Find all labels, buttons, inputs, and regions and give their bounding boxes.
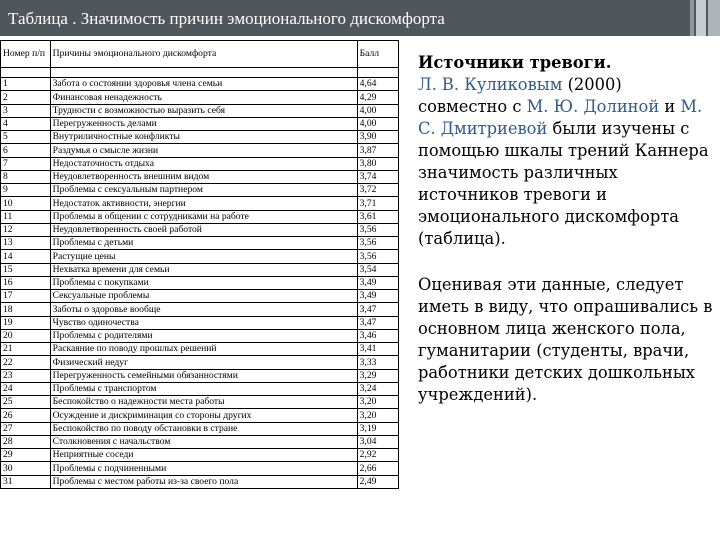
- row-score: 3,33: [357, 356, 398, 369]
- row-cause: Осуждение и дискриминация со стороны других: [50, 409, 357, 422]
- row-number: 1: [1, 78, 51, 91]
- title-decoration: [696, 0, 706, 36]
- table-row: [1, 263, 399, 276]
- row-cause: Неприятные соседи: [50, 449, 357, 462]
- author-kulikov: Л. В. Куликовым: [418, 75, 563, 94]
- row-number: 5: [1, 131, 51, 144]
- text-fragment: (2000) совместно с: [418, 75, 622, 116]
- row-cause: Растущие цены: [50, 250, 357, 263]
- table-row: [1, 223, 399, 236]
- table-row: [1, 237, 399, 250]
- row-score: 3,54: [357, 263, 398, 276]
- table-row: [1, 329, 399, 342]
- author-dmitrieva: М. С. Дмитриевой: [418, 97, 703, 138]
- row-score: 3,41: [357, 343, 398, 356]
- row-cause: Беспокойство по поводу обстановки в стране: [50, 422, 357, 435]
- row-cause: Проблемы с сексуальным партнером: [50, 184, 357, 197]
- table-row: [1, 170, 399, 183]
- row-cause: Раскаяние по поводу прошлых решений: [50, 343, 357, 356]
- row-number: 14: [1, 250, 51, 263]
- row-score: 3,49: [357, 276, 398, 289]
- row-number: 7: [1, 157, 51, 170]
- table-spacer-row: [1, 68, 399, 78]
- row-number: 27: [1, 422, 51, 435]
- header-cause: Причины эмоционального дискомфорта: [50, 41, 357, 68]
- row-number: 23: [1, 369, 51, 382]
- row-cause: Столкновения с начальством: [50, 435, 357, 448]
- table-row: [1, 303, 399, 316]
- row-number: 17: [1, 290, 51, 303]
- row-score: 3,61: [357, 210, 398, 223]
- row-cause: Проблемы с подчиненными: [50, 462, 357, 475]
- row-cause: Проблемы с местом работы из-за своего пола: [50, 475, 357, 488]
- row-cause: Проблемы с транспортом: [50, 382, 357, 395]
- row-score: 3,29: [357, 369, 398, 382]
- row-number: 15: [1, 263, 51, 276]
- header-score: Балл: [357, 41, 398, 68]
- table-body: [1, 78, 399, 489]
- row-score: 3,71: [357, 197, 398, 210]
- text-fragment: были изучены с помощью шкалы трений Каннера значимость различных источников тревоги и эмоционального дискомфорта (таблица).: [418, 119, 709, 248]
- row-number: 20: [1, 329, 51, 342]
- paragraph-sources: [418, 52, 714, 250]
- row-score: 4,00: [357, 117, 398, 130]
- table-row: [1, 131, 399, 144]
- slide-title: Таблица . Значимость причин эмоционального дискомфорта: [8, 9, 445, 28]
- row-cause: Раздумья о смысле жизни: [50, 144, 357, 157]
- row-cause: Недостаточность отдыха: [50, 157, 357, 170]
- paragraph-note: Оценивая эти данные, следует иметь в виду, что опрашивались в основном лица женского пола, гуманитарии (студенты, врачи, работники детских дошкольных учреждений).: [418, 275, 713, 404]
- row-cause: Беспокойство о надежности места работы: [50, 396, 357, 409]
- table-row: [1, 356, 399, 369]
- sources-heading: Источники тревоги.: [418, 53, 612, 72]
- row-number: 18: [1, 303, 51, 316]
- table-row: [1, 449, 399, 462]
- text-fragment: и: [659, 97, 681, 116]
- row-number: 2: [1, 91, 51, 104]
- row-cause: Проблемы с детьми: [50, 237, 357, 250]
- row-number: 22: [1, 356, 51, 369]
- row-score: 3,47: [357, 316, 398, 329]
- row-number: 29: [1, 449, 51, 462]
- row-cause: Недостаток активности, энергии: [50, 197, 357, 210]
- row-score: 3,80: [357, 157, 398, 170]
- row-number: 16: [1, 276, 51, 289]
- author-dolina: М. Ю. Долиной: [526, 97, 660, 116]
- table-row: [1, 290, 399, 303]
- row-score: 3,47: [357, 303, 398, 316]
- row-cause: Физический недуг: [50, 356, 357, 369]
- row-number: 19: [1, 316, 51, 329]
- row-cause: Чувство одиночества: [50, 316, 357, 329]
- table-row: [1, 409, 399, 422]
- table-row: [1, 316, 399, 329]
- row-cause: Перегруженность семейными обязанностями: [50, 369, 357, 382]
- row-score: 2,49: [357, 475, 398, 488]
- table-row: [1, 157, 399, 170]
- row-score: 3,20: [357, 409, 398, 422]
- table-row: [1, 435, 399, 448]
- row-cause: Перегруженность делами: [50, 117, 357, 130]
- table-row: [1, 117, 399, 130]
- row-number: 13: [1, 237, 51, 250]
- table-row: [1, 382, 399, 395]
- table-row: [1, 396, 399, 409]
- row-number: 26: [1, 409, 51, 422]
- row-score: 3,49: [357, 290, 398, 303]
- table-row: [1, 250, 399, 263]
- table-row: [1, 184, 399, 197]
- row-number: 11: [1, 210, 51, 223]
- row-cause: Проблемы с покупками: [50, 276, 357, 289]
- title-decoration: [690, 0, 694, 36]
- row-score: 4,00: [357, 104, 398, 117]
- row-number: 6: [1, 144, 51, 157]
- row-cause: Нехватка времени для семьи: [50, 263, 357, 276]
- table-row: [1, 276, 399, 289]
- table-header-row: [1, 41, 399, 68]
- table-row: [1, 144, 399, 157]
- header-number: Номер п/п: [1, 41, 51, 68]
- table-row: [1, 91, 399, 104]
- anxiety-causes-table: [0, 40, 399, 489]
- slide-title-bar: [0, 0, 720, 36]
- row-number: 3: [1, 104, 51, 117]
- table-row: [1, 343, 399, 356]
- row-number: 4: [1, 117, 51, 130]
- row-score: 4,29: [357, 91, 398, 104]
- table-row: [1, 197, 399, 210]
- row-score: 2,92: [357, 449, 398, 462]
- table-row: [1, 422, 399, 435]
- table-row: [1, 78, 399, 91]
- row-number: 25: [1, 396, 51, 409]
- row-score: 3,24: [357, 382, 398, 395]
- row-cause: Проблемы с родителями: [50, 329, 357, 342]
- row-score: 3,20: [357, 396, 398, 409]
- row-cause: Проблемы в общении с сотрудниками на работе: [50, 210, 357, 223]
- row-cause: Неудовлетворенность своей работой: [50, 223, 357, 236]
- row-cause: Неудовлетворенность внешним видом: [50, 170, 357, 183]
- row-cause: Сексуальные проблемы: [50, 290, 357, 303]
- row-score: 2,66: [357, 462, 398, 475]
- row-number: 24: [1, 382, 51, 395]
- row-number: 30: [1, 462, 51, 475]
- row-score: 3,56: [357, 223, 398, 236]
- row-score: 3,46: [357, 329, 398, 342]
- row-score: 3,87: [357, 144, 398, 157]
- row-cause: Финансовая ненадежность: [50, 91, 357, 104]
- row-score: 3,72: [357, 184, 398, 197]
- table-row: [1, 210, 399, 223]
- row-number: 21: [1, 343, 51, 356]
- row-cause: Трудности с возможностью выразить себя: [50, 104, 357, 117]
- table-row: [1, 462, 399, 475]
- row-cause: Заботы о здоровье вообще: [50, 303, 357, 316]
- row-score: 3,90: [357, 131, 398, 144]
- row-score: 3,56: [357, 237, 398, 250]
- table-row: [1, 369, 399, 382]
- row-cause: Забота о состоянии здоровья члена семьи: [50, 78, 357, 91]
- side-text: [418, 52, 714, 406]
- row-number: 9: [1, 184, 51, 197]
- row-number: 8: [1, 170, 51, 183]
- table-row: [1, 104, 399, 117]
- row-number: 28: [1, 435, 51, 448]
- row-number: 31: [1, 475, 51, 488]
- row-score: 3,04: [357, 435, 398, 448]
- row-score: 3,74: [357, 170, 398, 183]
- table-row: [1, 475, 399, 488]
- row-score: 3,19: [357, 422, 398, 435]
- row-score: 3,56: [357, 250, 398, 263]
- row-score: 4,64: [357, 78, 398, 91]
- row-cause: Внутриличностные конфликты: [50, 131, 357, 144]
- title-decoration: [708, 0, 720, 36]
- row-number: 12: [1, 223, 51, 236]
- row-number: 10: [1, 197, 51, 210]
